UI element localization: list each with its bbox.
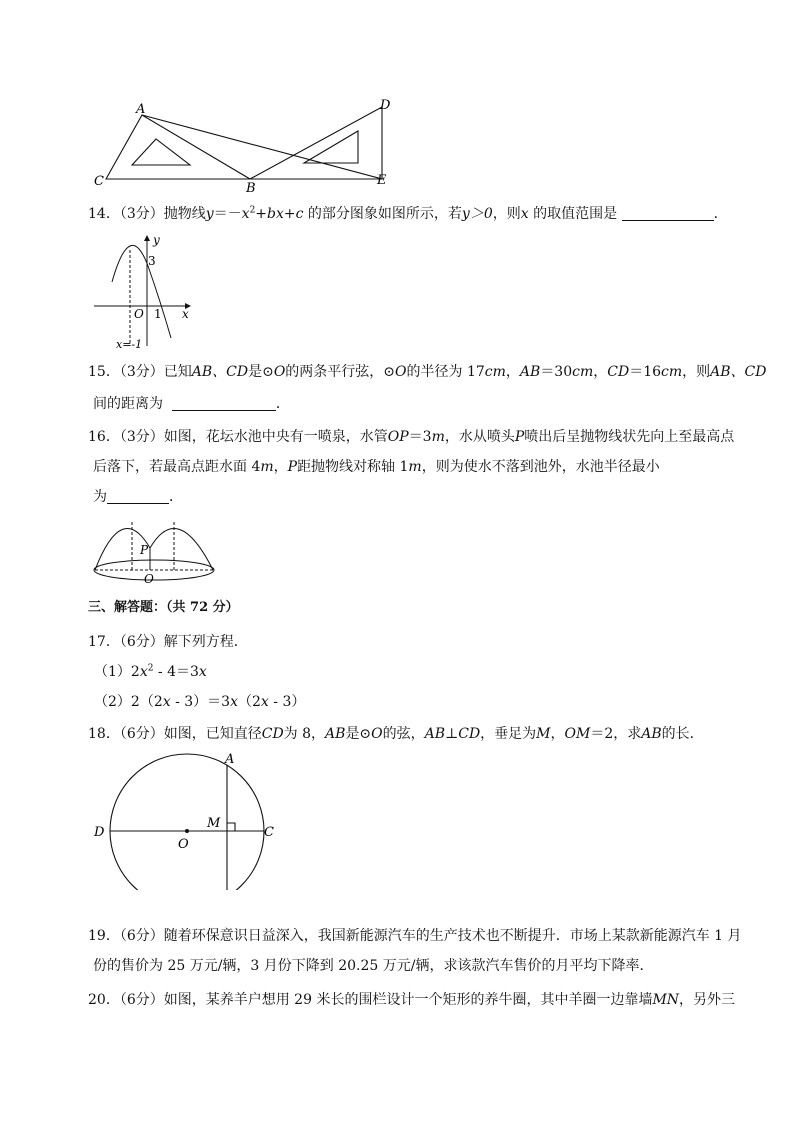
q18-text: 的弦， (382, 726, 425, 742)
q16-text: 喷出后呈抛物线状先向上至最高点 (524, 429, 735, 445)
q18-text: ⊥ (445, 726, 459, 742)
q18-var: O (371, 726, 383, 742)
label-c: C (94, 174, 104, 189)
q15-text: 间的距离为 (93, 396, 163, 412)
q17-text: （2 (238, 694, 261, 710)
answer-blank[interactable] (172, 396, 276, 411)
q16-unit: m (408, 459, 422, 475)
fountain-figure (92, 512, 220, 586)
q14-x: x (520, 206, 529, 222)
q19-text: 随着环保意识日益深入，我国新能源汽车的生产技术也不断提升．市场上某款新能源汽车 1 月 (163, 928, 742, 944)
q15-unit: cm (661, 364, 683, 380)
q14-condition: y＞0 (461, 206, 493, 222)
q18-var: CD (261, 726, 284, 742)
q17-text: （1）2 (94, 664, 140, 680)
q16-text: 为 (93, 489, 107, 505)
q14-fn-exp: 2 (249, 205, 256, 216)
q18-text: 是⊙ (345, 726, 372, 742)
question-16-line-1 (88, 427, 734, 447)
q16-var: P (287, 459, 298, 475)
parabola-graph (92, 230, 198, 352)
question-17-part-2 (94, 692, 305, 712)
q18-text: 为 8， (283, 726, 326, 742)
q18-var: OM (564, 726, 591, 742)
q14-fn-eq: ＝－ (213, 206, 242, 222)
q19-text: 份的售价为 25 万元/辆，3 月份下降到 20.25 万元/辆，求该款汽车售价的月平均下降率． (93, 958, 654, 974)
q15-text: ，则 (682, 364, 711, 380)
q18-var: AB (325, 726, 346, 742)
y-intercept-label: 3 (148, 254, 156, 268)
q15-text: 的两条平行弦，⊙ (285, 364, 396, 380)
question-number: 16．（3分） (88, 429, 164, 445)
q17-var: x (260, 694, 269, 710)
question-19-line-2 (93, 956, 653, 976)
triangle-ruler-right (250, 107, 382, 179)
q20-var: MN (652, 992, 680, 1008)
q20-text: 如图，某养羊户想用 29 米长的围栏设计一个矩形的养牛圈，其中羊圈一边靠墙 (163, 992, 653, 1008)
q15-unit: cm (484, 364, 506, 380)
q15-end: ． (275, 396, 290, 412)
label-c: C (264, 825, 274, 840)
question-15-line-1 (88, 362, 767, 382)
q15-var: O (395, 364, 407, 380)
question-number: 20．（6分） (88, 992, 164, 1008)
q18-var: M (536, 726, 551, 742)
question-number: 15．（3分） (88, 364, 164, 380)
segment-ae (142, 115, 382, 179)
q20-text: ，另外三 (679, 992, 736, 1008)
q14-text: 抛物线 (163, 206, 206, 222)
q15-var: CD (607, 364, 630, 380)
section-heading: 三、解答题：（共 72 分） (88, 600, 239, 615)
center-point (185, 829, 189, 833)
question-number: 14．（3分） (88, 206, 164, 222)
y-label: y (153, 233, 160, 247)
triangle-ruler-right-inner (304, 131, 358, 163)
q18-var: AB (641, 726, 662, 742)
label-o: O (144, 572, 154, 586)
question-17-part-1 (94, 662, 207, 682)
answer-blank[interactable] (622, 206, 714, 221)
question-16-line-2 (93, 457, 660, 477)
question-17 (88, 632, 248, 652)
x-label: x (182, 307, 189, 321)
origin-label: O (134, 307, 144, 321)
q16-text: ，则为使水不落到池外，水池半径最小 (421, 459, 660, 475)
q16-var: OP (387, 429, 409, 445)
q14-end: ． (713, 206, 728, 222)
q17-var: x (230, 694, 238, 710)
q15-text: 已知 (163, 364, 192, 380)
q18-text: 的长． (661, 726, 704, 742)
q17-text: - 3）＝3 (170, 694, 231, 710)
q15-text: ＝30 (540, 364, 573, 380)
axis-equation-label: x=-1 (116, 338, 143, 351)
q15-text: ， (593, 364, 608, 380)
label-p: P (140, 543, 149, 557)
q18-var: AB (424, 726, 446, 742)
right-spray (150, 528, 213, 570)
q16-text: ＝3 (408, 429, 432, 445)
right-angle-mark (227, 823, 235, 831)
label-m: M (207, 816, 221, 831)
label-a: A (136, 102, 146, 117)
q18-text: ， (550, 726, 565, 742)
q16-text: 距抛物线对称轴 1 (297, 459, 409, 475)
q16-unit: m (260, 459, 274, 475)
q17-text: - 3） (268, 694, 306, 710)
question-14 (88, 204, 728, 224)
q15-var: O (273, 364, 286, 380)
label-d: D (94, 825, 105, 840)
q16-unit: m (431, 429, 445, 445)
label-e: E (377, 173, 387, 188)
question-18 (88, 724, 704, 744)
q15-text: 的半径为 17 (406, 364, 485, 380)
q16-var: P (514, 429, 525, 445)
circle-o (110, 754, 264, 890)
triangles-figure (90, 95, 400, 195)
q16-text: 如图，花坛水池中央有一喷泉，水管 (163, 429, 388, 445)
q17-text: 解下列方程． (163, 634, 248, 650)
question-number: 18．（6分） (88, 726, 164, 742)
circle-figure (90, 750, 290, 890)
q16-end: ． (169, 489, 183, 505)
q18-var: CD (458, 726, 481, 742)
tick-one-label: 1 (154, 307, 162, 321)
q17-var: x (139, 664, 148, 680)
label-b: B (246, 181, 256, 195)
q18-text: ，垂足为 (480, 726, 537, 742)
q15-text: ＝16 (629, 364, 662, 380)
question-20-line-1 (88, 990, 735, 1010)
question-19-line-1 (88, 926, 742, 946)
q14-text-2: 的部分图象如图所示，若 (303, 206, 462, 222)
triangle-ruler-left-inner (132, 139, 190, 165)
label-o: O (178, 837, 189, 852)
q14-text-3: ，则 (492, 206, 521, 222)
question-number: 17．（6分） (88, 634, 164, 650)
q15-var: AB、CD (191, 364, 249, 380)
q15-var: AB (519, 364, 541, 380)
q14-fn-x: x (241, 206, 250, 222)
q14-fn-rest: +bx+c (255, 206, 304, 222)
q18-text: 如图，已知直径 (163, 726, 262, 742)
label-a: A (225, 752, 235, 767)
q14-fn-y: y (205, 206, 214, 222)
q17-text: - 4＝3 (153, 664, 199, 680)
q18-text: ＝2，求 (590, 726, 642, 742)
q15-text: ， (505, 364, 520, 380)
q14-text-4: 的取值范围是 (528, 206, 618, 222)
q17-exp: 2 (147, 663, 154, 674)
q17-text: （2）2（2 (94, 694, 163, 710)
q15-text: 是⊙ (248, 364, 274, 380)
q15-unit: cm (572, 364, 594, 380)
parabola-curve (112, 245, 171, 338)
label-d: D (380, 98, 391, 113)
q15-var: AB、CD (710, 364, 767, 380)
q17-var: x (198, 664, 207, 680)
question-number: 19．（6分） (88, 928, 164, 944)
q17-var: x (162, 694, 171, 710)
q16-text: ， (273, 459, 288, 475)
q16-text: 后落下，若最高点距水面 4 (93, 459, 261, 475)
question-15-line-2 (93, 394, 290, 414)
q16-text: ，水从喷头 (444, 429, 515, 445)
answer-blank[interactable] (107, 489, 169, 504)
question-16-line-3 (93, 487, 183, 507)
